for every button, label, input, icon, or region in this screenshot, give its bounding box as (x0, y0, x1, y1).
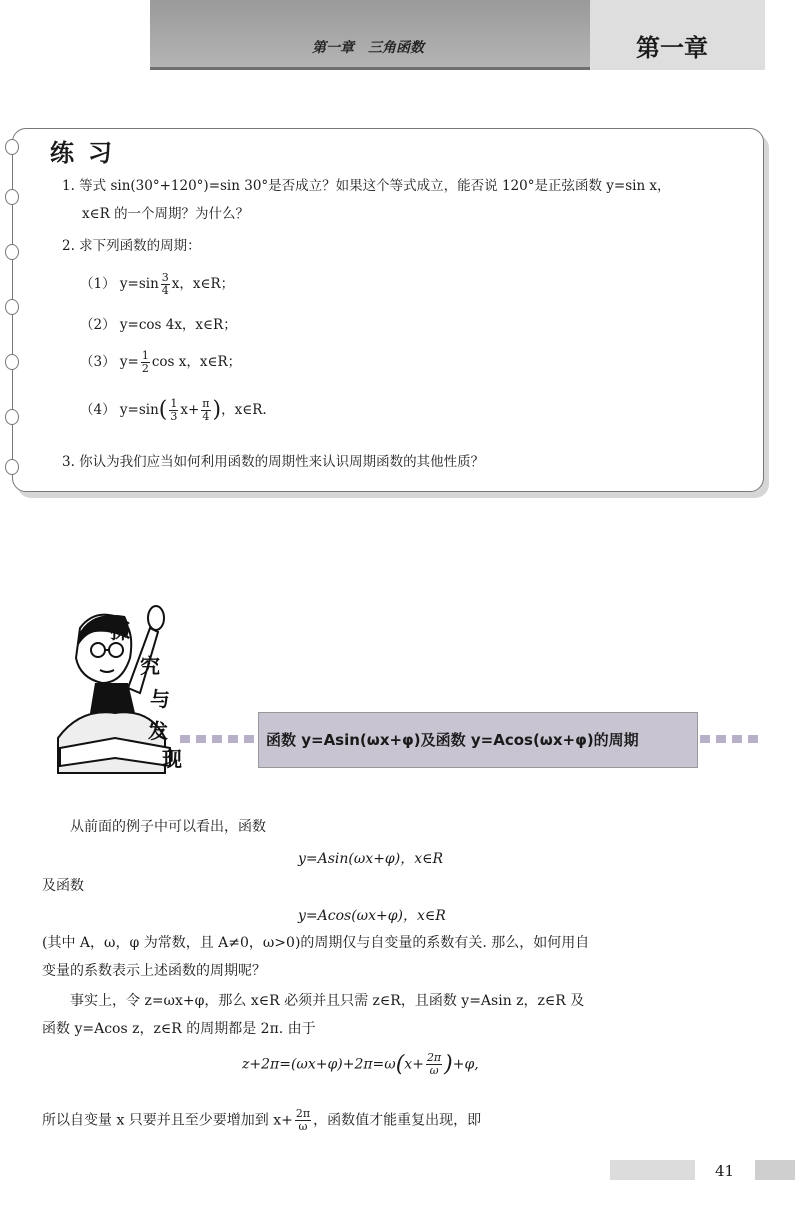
dashed-rule (700, 735, 760, 743)
paragraph-6: 函数 y=Acos z，z∈R 的周期都是 2π. 由于 (42, 1021, 316, 1037)
formula-sin: y=Asin(ωx+φ)，x∈R (298, 851, 443, 867)
paragraph-7: 所以自变量 x 只要并且至少要增加到 x+ $\frac{2\pi}{\omega}$ ，函数值才能重复出现，即 (42, 1107, 482, 1133)
question-2-part-2: （2） y=cos 4x，x∈R； (80, 317, 237, 333)
footer-bar (755, 1160, 795, 1180)
formula-cos: y=Acos(ωx+φ)，x∈R (298, 908, 446, 924)
fraction: $\frac{\pi}{4}$ (202, 397, 210, 423)
paragraph-1: 从前面的例子中可以看出，函数 (70, 819, 266, 835)
paragraph-3: (其中 A，ω，φ 为常数，且 A≠0，ω>0)的周期仅与自变量的系数有关. 那么，如何用自 (42, 935, 590, 951)
binder-ring-icon (5, 354, 19, 370)
question-2-part-3: （3） y= $\frac{1}{2}$ cos x，x∈R； (80, 349, 242, 375)
topic-title: 函数 y=Asin(ωx+φ)及函数 y=Acos(ωx+φ)的周期 (266, 731, 639, 749)
question-2: 2. 求下列函数的周期： (62, 238, 201, 254)
page-number: 41 (715, 1162, 735, 1180)
binder-ring-icon (5, 244, 19, 260)
question-1-line-1: 1. 等式 sin(30°+120°)=sin 30°是否成立？如果这个等式成立，能否说 120°是正弦函数 y=sin x， (62, 178, 671, 194)
paragraph-5: 事实上，令 z=ωx+φ，那么 x∈R 必须并且只需 z∈R，且函数 y=Asin z，z∈R 及 (70, 993, 585, 1009)
fraction: $\frac{1}{3}$ (170, 397, 178, 423)
paragraph-2: 及函数 (42, 878, 84, 894)
question-2-part-4: （4） y=sin( $\frac{1}{3}$ x+ $\frac{\pi}{4}$ )，x∈R. (80, 397, 267, 423)
badge-char: 探 (110, 619, 130, 643)
fraction: $\frac{1}{2}$ (141, 349, 149, 375)
formula-substitution: z+2π=(ωx+φ)+2π=ω(x+ $\frac{2\pi}{\omega}$ )+φ, (242, 1051, 479, 1077)
binder-ring-icon (5, 189, 19, 205)
fraction: $\frac{3}{4}$ (161, 271, 169, 297)
question-3: 3. 你认为我们应当如何利用函数的周期性来认识周期函数的其他性质？ (62, 454, 485, 470)
badge-char: 现 (162, 747, 182, 771)
badge-char: 与 (150, 687, 170, 711)
binder-ring-icon (5, 299, 19, 315)
binder-ring-icon (5, 459, 19, 475)
fraction: $\frac{2\pi}{\omega}$ (426, 1051, 442, 1077)
binder-ring-icon (5, 139, 19, 155)
binder-ring-icon (5, 409, 19, 425)
chapter-number: 第一章 (636, 34, 708, 62)
footer-bar (610, 1160, 695, 1180)
paragraph-4: 变量的系数表示上述函数的周期呢？ (42, 963, 266, 979)
question-2-part-1: （1） y=sin $\frac{3}{4}$ x，x∈R； (80, 271, 235, 297)
dashed-rule (180, 735, 258, 743)
fraction: $\frac{2\pi}{\omega}$ (295, 1107, 311, 1133)
student-cartoon-illustration (40, 588, 190, 778)
badge-char: 发 (148, 719, 168, 743)
badge-char: 究 (140, 654, 160, 678)
chapter-title: 第一章 三角函数 (312, 40, 424, 56)
exercise-title: 练习 (50, 139, 126, 167)
question-1-line-2: x∈R 的一个周期？为什么？ (82, 206, 250, 222)
